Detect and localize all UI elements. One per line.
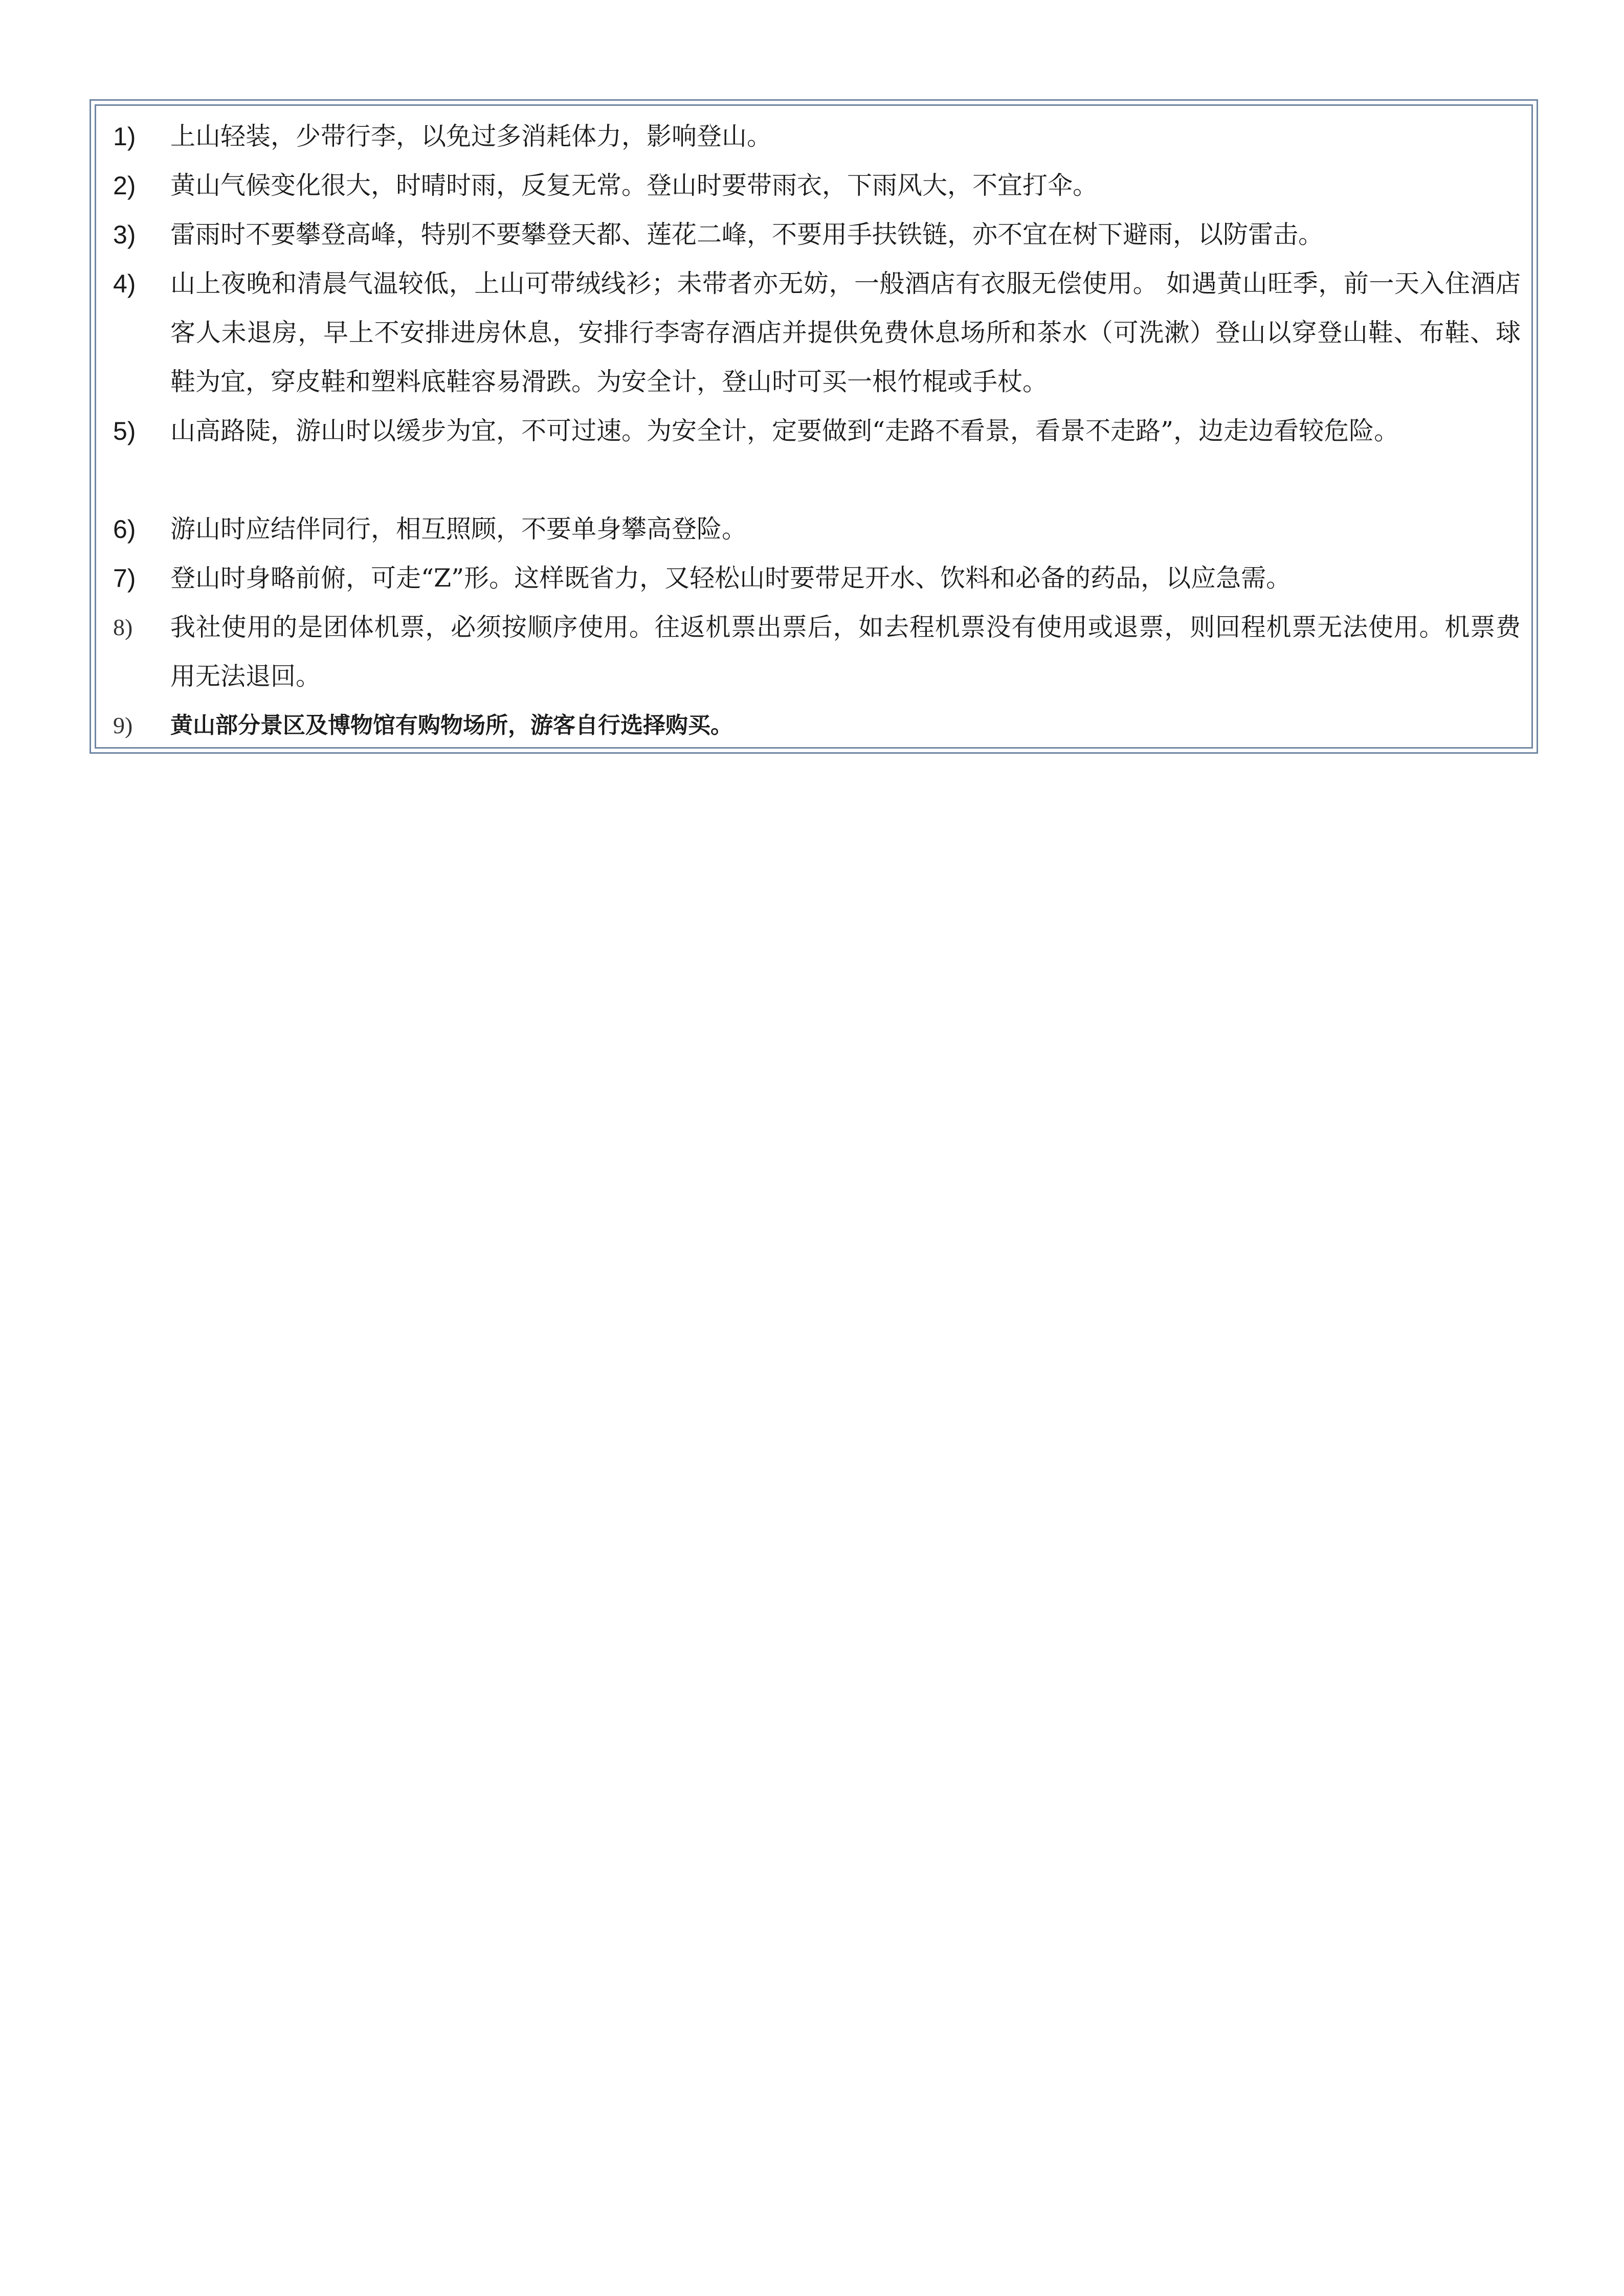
list-item xyxy=(96,161,1531,210)
list-item xyxy=(96,112,1531,161)
list-item xyxy=(96,554,1531,603)
item-text: 山上夜晚和清晨气温较低，上山可带绒线衫；未带者亦无妨，一般酒店有衣服无偿使用。 如遇黄山旺季，前一天入住酒店客人未退房，早上不安排进房休息，安排行李寄存酒店并提供免费休息场所和茶水（可洗漱）登山以穿登山鞋、布鞋、球鞋为宜，穿皮鞋和塑料底鞋容易滑跌。为安全计，登山时可买一根竹棍或手杖。 xyxy=(170,269,1521,396)
notice-inner-border xyxy=(95,104,1533,749)
list-item xyxy=(96,210,1531,259)
item-text: 黄山气候变化很大，时晴时雨，反复无常。登山时要带雨衣，下雨风大，不宜打伞。 xyxy=(170,171,1098,200)
notice-box xyxy=(90,99,1538,754)
item-number: 6) xyxy=(113,515,136,544)
item-number: 3) xyxy=(113,220,136,249)
item-text: 登山时身略前俯，可走“Z”形。这样既省力，又轻松山时要带足开水、饮料和必备的药品，以应急需。 xyxy=(170,564,1292,593)
item-number: 1) xyxy=(113,122,136,151)
list-item xyxy=(96,505,1531,554)
item-number: 8) xyxy=(113,614,133,640)
list-item xyxy=(96,603,1531,701)
item-number: 4) xyxy=(113,269,136,298)
item-number: 7) xyxy=(113,564,136,593)
item-text: 我社使用的是团体机票，必须按顺序使用。往返机票出票后，如去程机票没有使用或退票，则回程机票无法使用。机票费用无法退回。 xyxy=(170,613,1521,691)
item-number: 2) xyxy=(113,171,136,200)
item-text: 雷雨时不要攀登高峰，特别不要攀登天都、莲花二峰，不要用手扶铁链，亦不宜在树下避雨，以防雷击。 xyxy=(170,220,1324,249)
list-item xyxy=(96,259,1531,407)
list-item xyxy=(96,701,1531,750)
item-number: 9) xyxy=(113,712,133,738)
list-item xyxy=(96,407,1531,505)
item-number: 5) xyxy=(113,417,136,445)
item-text: 山高路陡，游山时以缓步为宜，不可过速。为安全计，定要做到“走路不看景，看景不走路”，边走边看较危险。 xyxy=(170,416,1399,445)
item-text: 游山时应结伴同行，相互照顾，不要单身攀高登险。 xyxy=(170,514,747,544)
item-text: 上山轻装，少带行李，以免过多消耗体力，影响登山。 xyxy=(170,122,772,151)
item-text: 黄山部分景区及博物馆有购物场所，游客自行选择购买。 xyxy=(170,712,733,738)
